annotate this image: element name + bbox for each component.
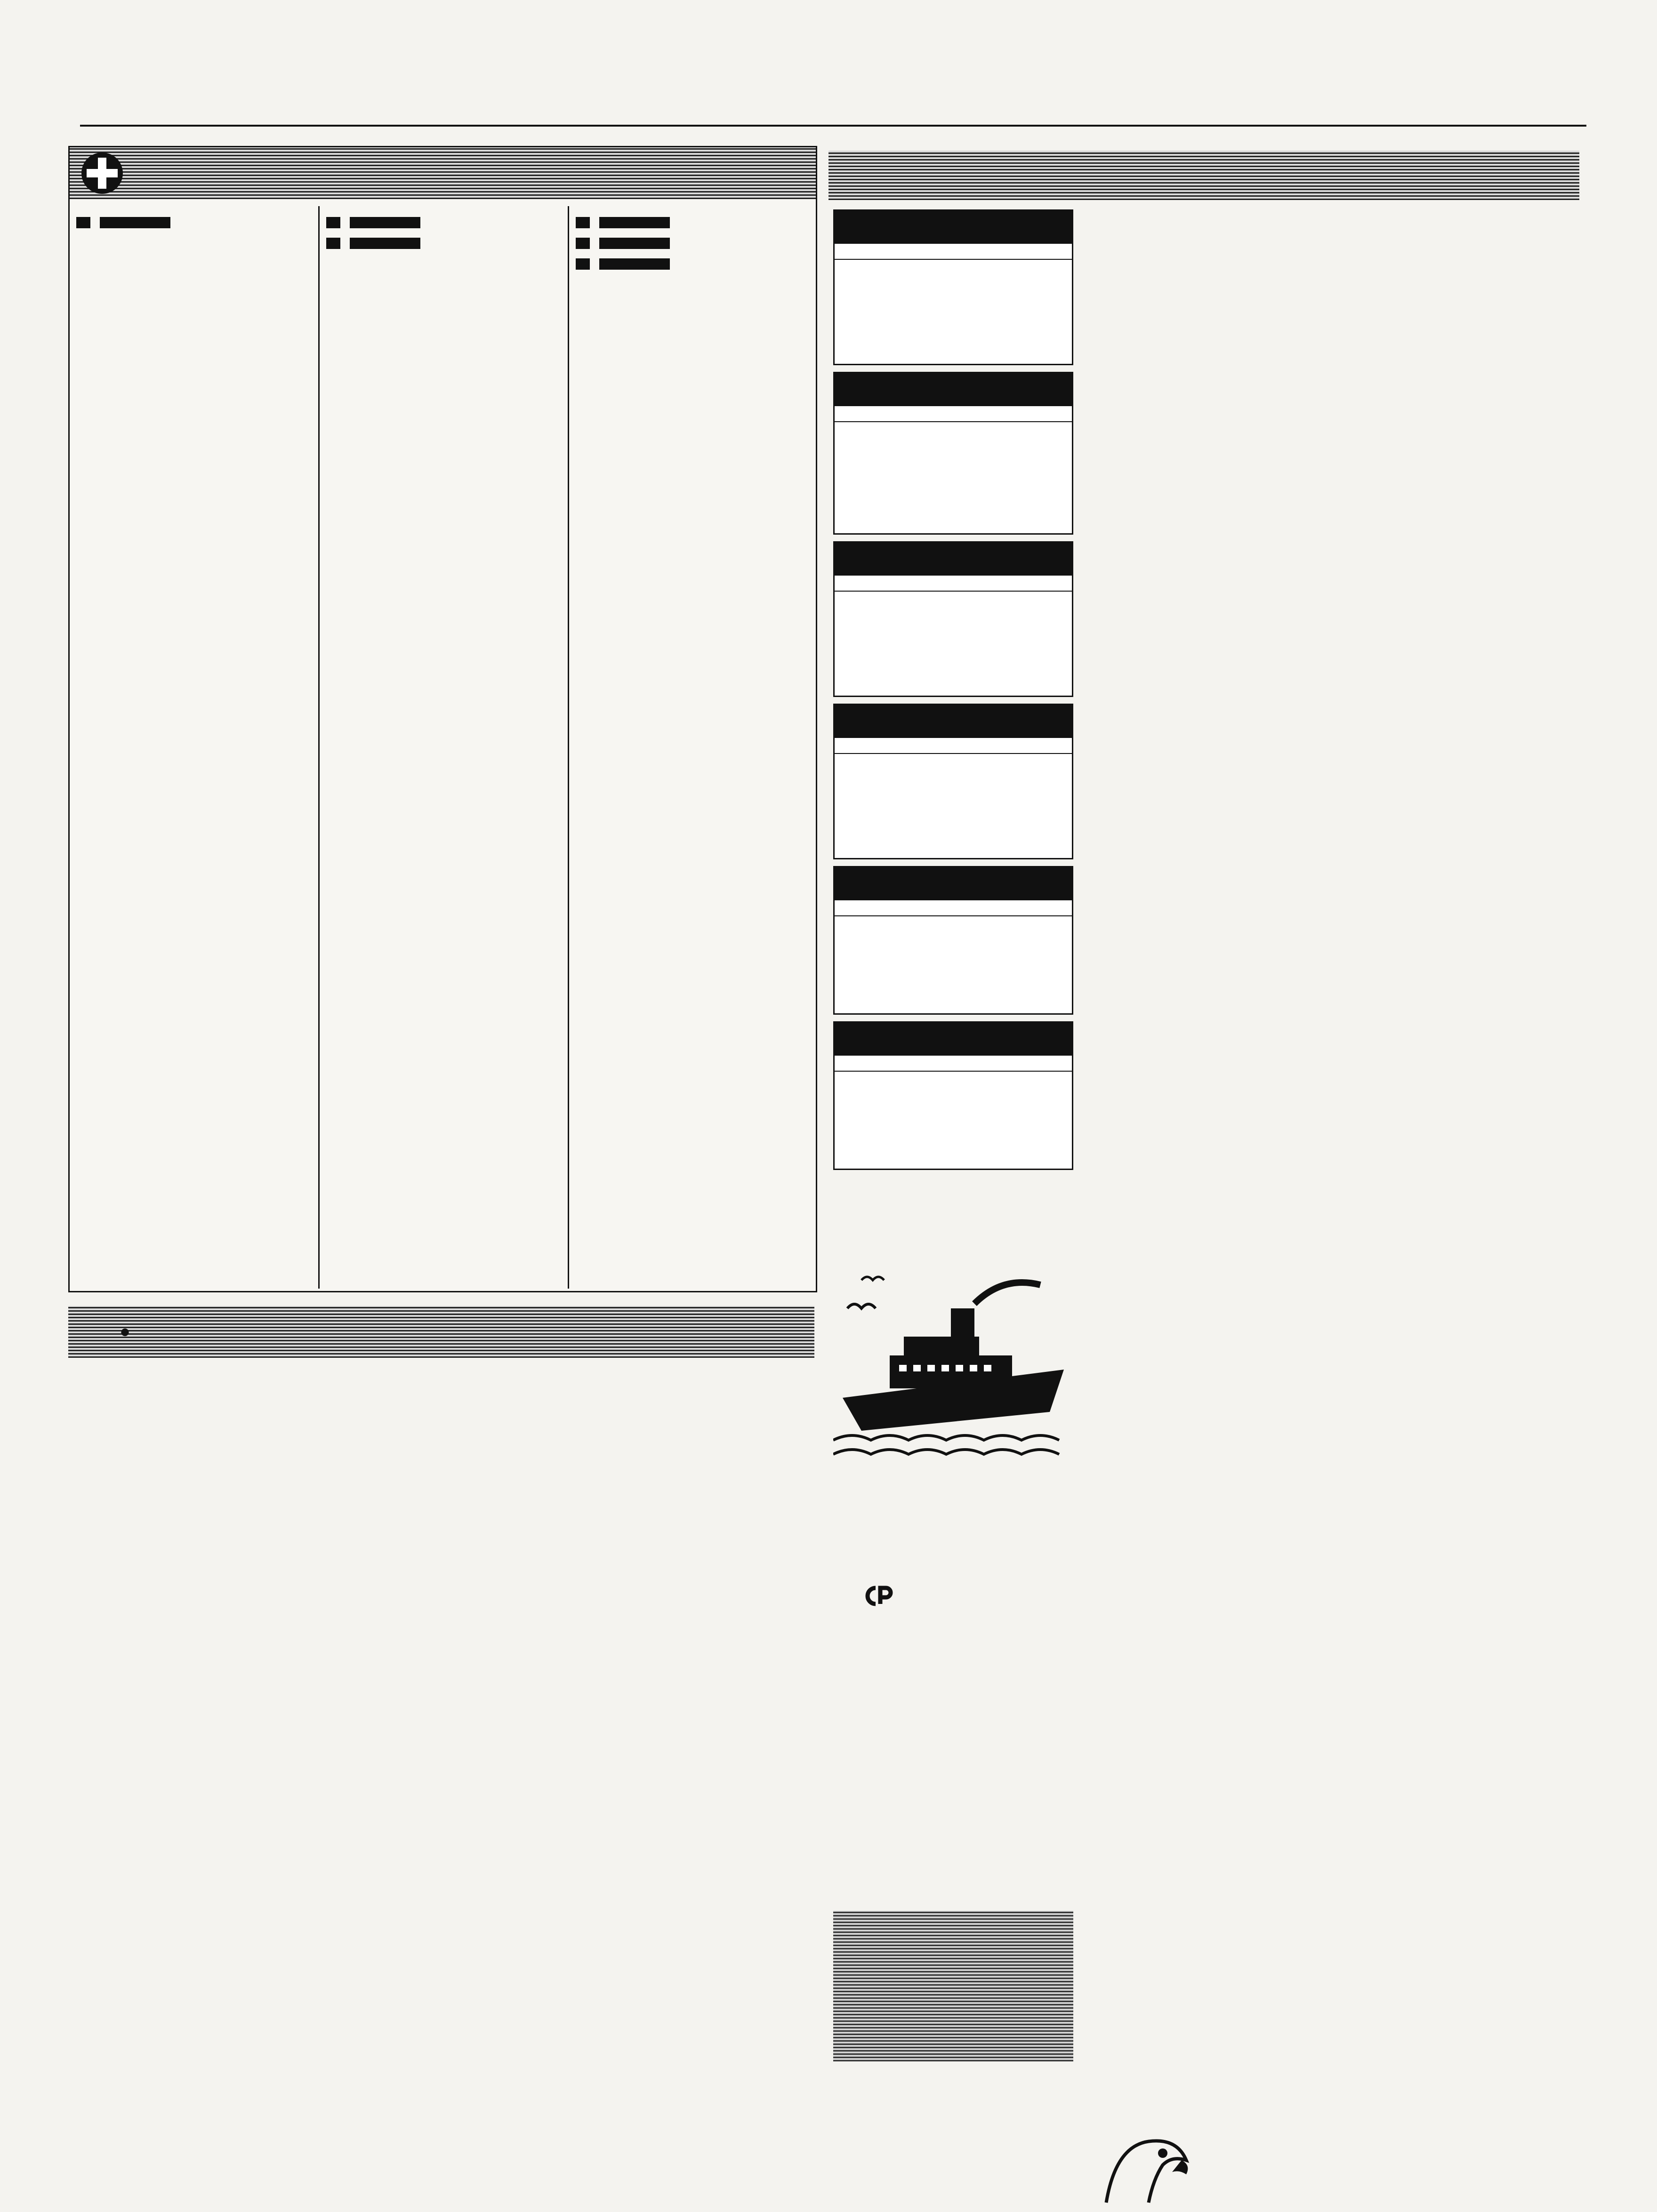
cinema-listing [833, 209, 1073, 365]
cinema-tel-times [835, 576, 1072, 592]
ship-illustration-icon [833, 1252, 1073, 1468]
cinemas-column-right [1339, 209, 1579, 2186]
cp-logo-icon [861, 1584, 894, 1608]
cinemas-column-middle [1087, 209, 1332, 2186]
bares-banner [833, 1911, 1073, 2061]
region-bar [576, 258, 590, 270]
cinema-info-line [835, 1074, 1072, 1075]
cinema-tel-times [835, 1056, 1072, 1072]
cinema-listing [833, 541, 1073, 697]
cruzeiro-ad [828, 1242, 1078, 1892]
region-header [326, 215, 562, 229]
star-icon: • [120, 1316, 130, 1348]
farmacias-column-2 [326, 208, 562, 1286]
region-bar [576, 238, 590, 249]
cinema-tel-times [835, 406, 1072, 422]
bares-boites-section [828, 1911, 1078, 2203]
cinema-listing [833, 1021, 1073, 1170]
cinemas-banner [828, 151, 1579, 200]
cinema-name [835, 373, 1072, 406]
cinema-info-line [835, 760, 1072, 761]
region-bar [576, 217, 590, 228]
region-header [576, 256, 809, 271]
region-header [326, 236, 562, 250]
cinema-name [835, 543, 1072, 576]
farmacias-column-3 [576, 208, 809, 1286]
cinema-name [835, 705, 1072, 738]
region-bar [100, 217, 170, 228]
cinema-tel-times [835, 738, 1072, 754]
outros-column-3 [565, 1393, 814, 2210]
region-header [576, 236, 809, 250]
region-bar [350, 217, 420, 228]
region-bar [76, 217, 90, 228]
region-header [576, 215, 809, 229]
dl-cartoon [1092, 2118, 1327, 2207]
farmacias-section [68, 146, 817, 1292]
region-bar [599, 217, 670, 228]
cinema-name [835, 867, 1072, 900]
outros-banner [68, 1306, 814, 1358]
parrot-cartoon-icon [1092, 2118, 1196, 2207]
region-header [76, 215, 312, 229]
outros-column-2 [308, 1381, 553, 2210]
region-bar [599, 238, 670, 249]
cinema-name [835, 1023, 1072, 1056]
farmacias-banner [70, 147, 816, 199]
cinema-tel-times [835, 244, 1072, 260]
cinema-info-line [835, 265, 1072, 267]
cinema-name [835, 211, 1072, 244]
cinema-info-line [835, 430, 1072, 432]
region-bar [350, 238, 420, 249]
masthead [80, 106, 1586, 127]
farmacias-column-1 [76, 208, 312, 1286]
cinemas-column-left [833, 209, 1073, 1226]
region-bar [326, 217, 340, 228]
cinema-info-line [835, 597, 1072, 599]
cinema-listing [833, 372, 1073, 535]
cinema-tel-times [835, 900, 1072, 916]
cinema-listing [833, 704, 1073, 859]
region-bar [599, 258, 670, 270]
cinema-listing [833, 866, 1073, 1015]
outros-column-1 [52, 1381, 297, 2210]
region-bar [326, 238, 340, 249]
pharmacy-cross-icon [80, 151, 124, 195]
cinema-info-line [835, 918, 1072, 920]
